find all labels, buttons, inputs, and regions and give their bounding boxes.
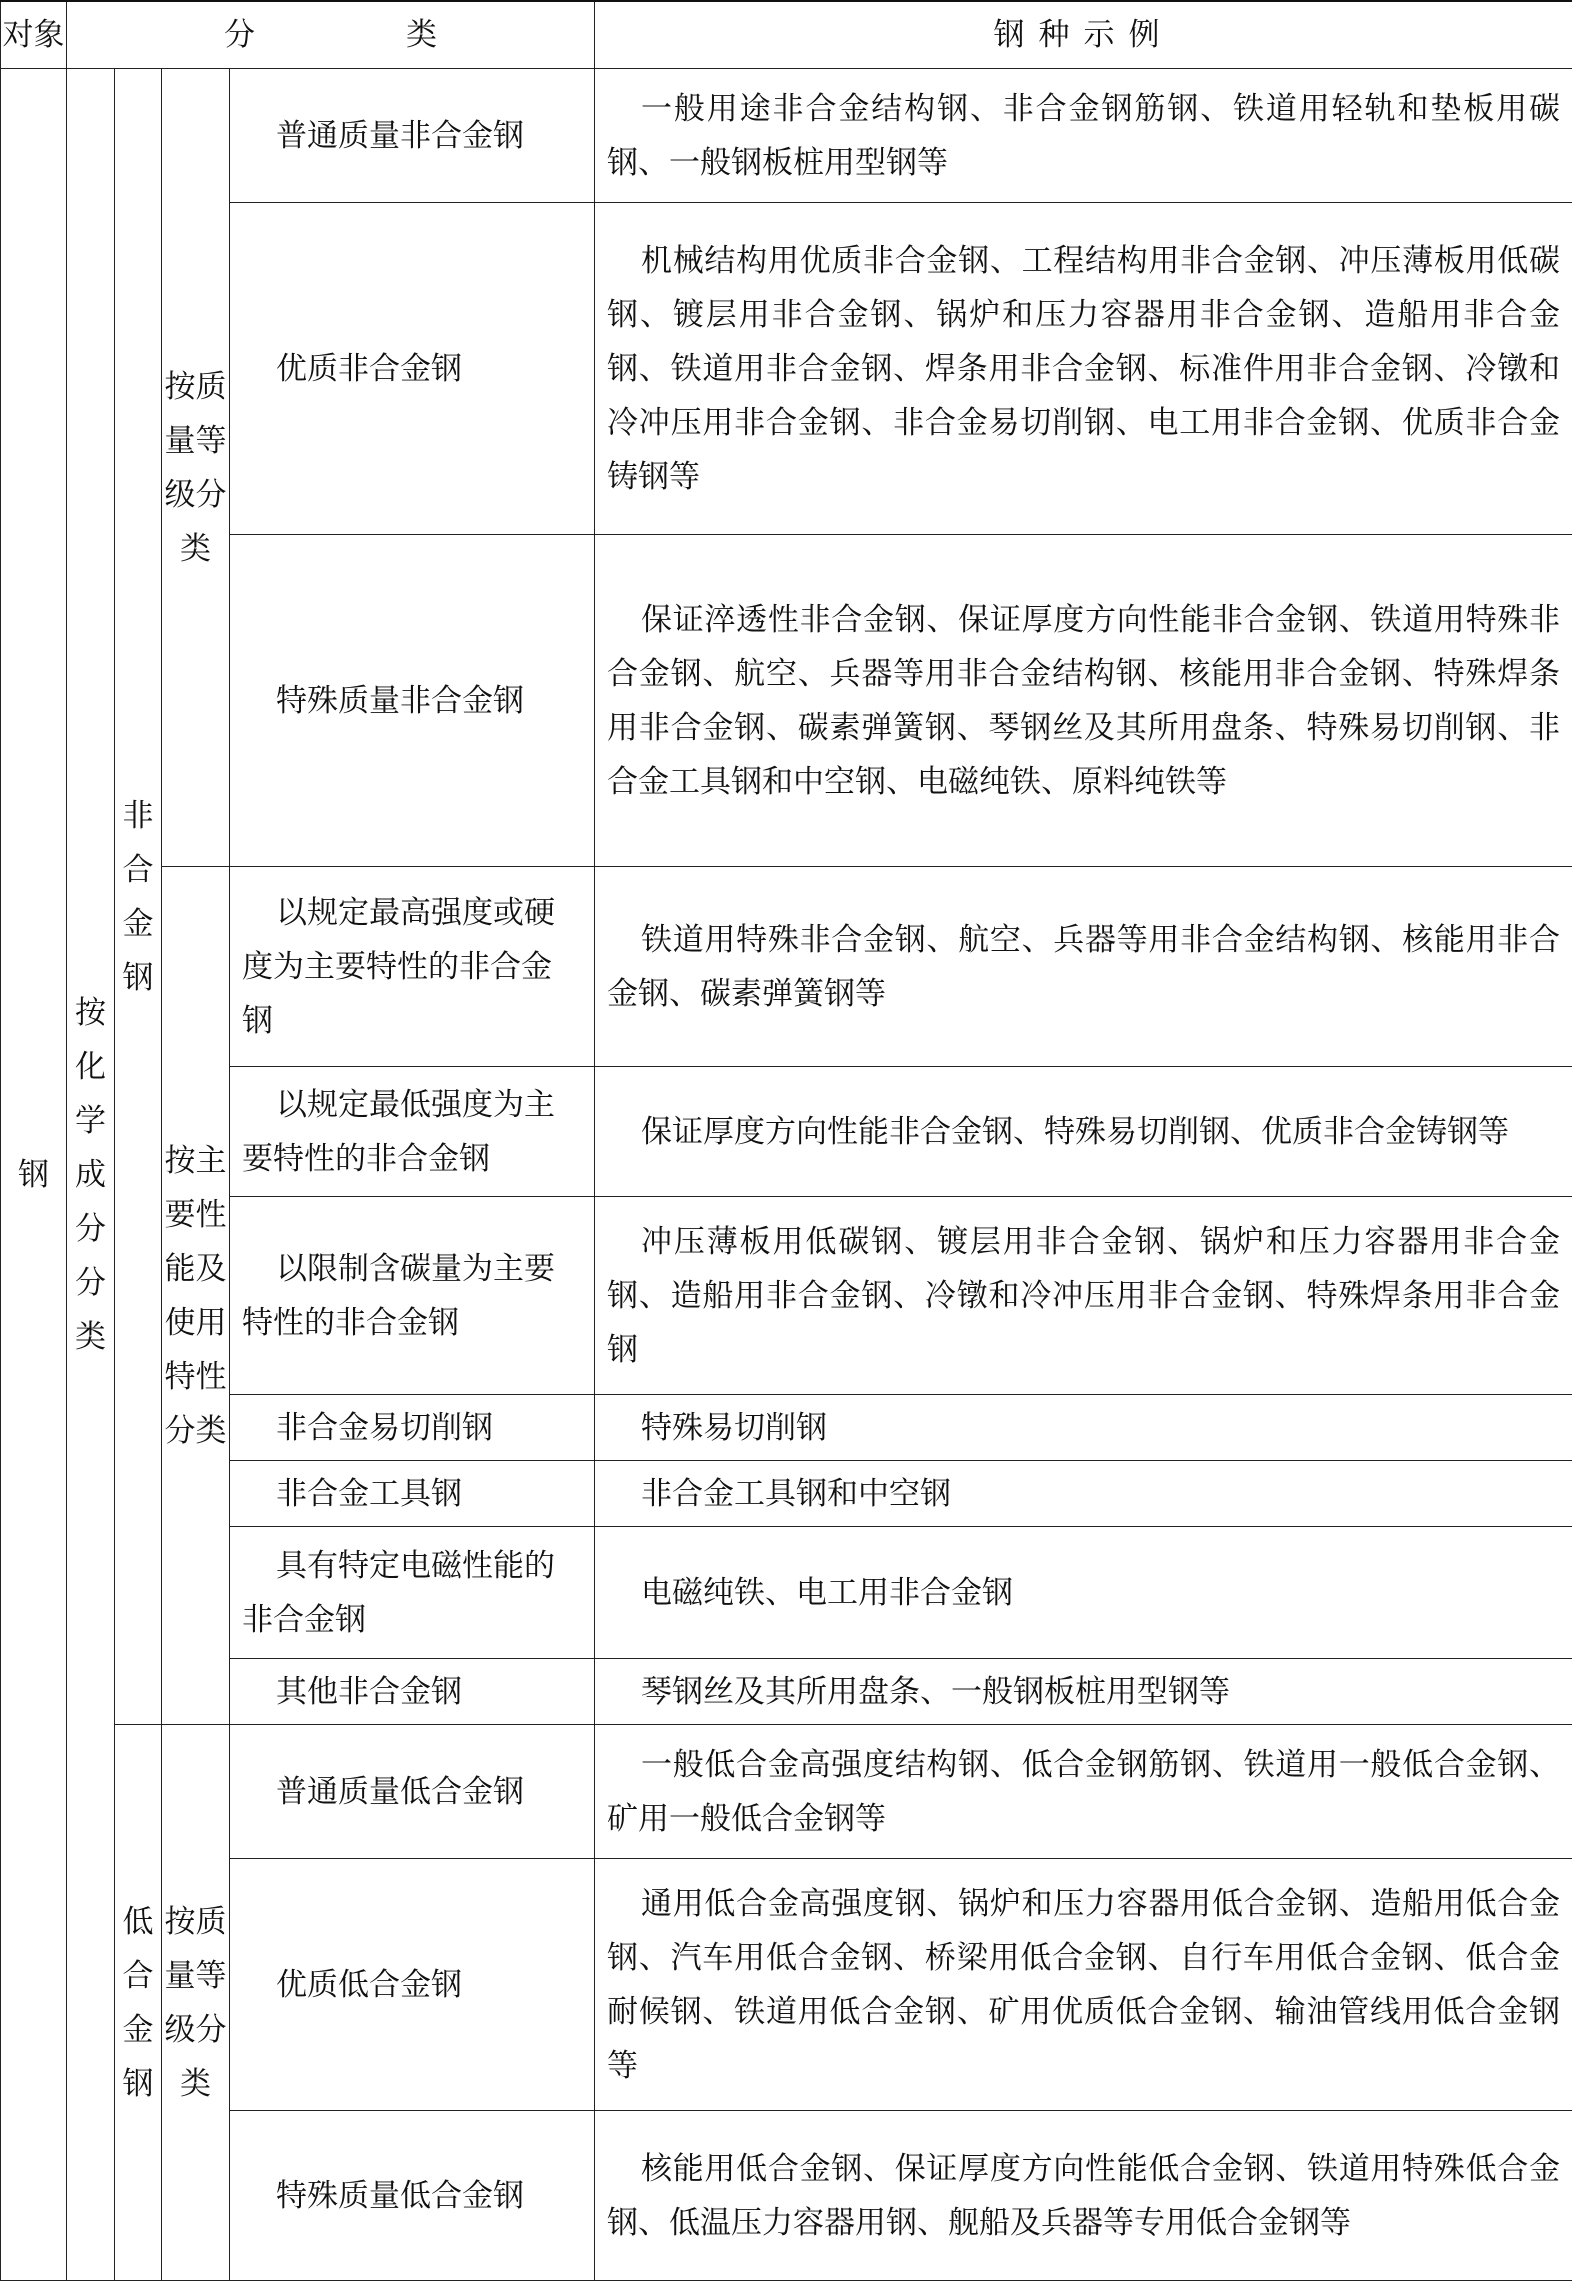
table-row [1,203,1572,535]
example-text: 保证淬透性非合金钢、保证厚度方向性能非合金钢、铁道用特殊非合金钢、航空、兵器等用非合金结构钢、核能用非合金钢、特殊焊条用非合金钢、碳素弹簧钢、琴钢丝及其所用盘条、特殊易切削钢、非合金工具钢和中空钢、电磁纯铁、原料纯铁等 [607,593,1560,809]
example-cell [595,1067,1572,1197]
example-cell [595,867,1572,1067]
category-text: 优质低合金钢 [242,1958,582,2012]
example-cell [595,1461,1572,1527]
example-text: 铁道用特殊非合金钢、航空、兵器等用非合金结构钢、核能用非合金钢、碳素弹簧钢等 [607,913,1560,1021]
method-cell [67,69,115,2281]
table-row [1,1527,1572,1659]
category-text: 以规定最高强度或硬度为主要特性的非合金钢 [242,886,582,1048]
table-row [1,535,1572,867]
category-text: 非合金易切削钢 [242,1401,582,1455]
header-examples [595,1,1572,69]
header-row [1,1,1572,69]
category-text: 普通质量非合金钢 [242,109,582,163]
table-row [1,69,1572,203]
example-text: 保证厚度方向性能非合金钢、特殊易切削钢、优质非合金铸钢等 [607,1105,1560,1159]
category-text: 普通质量低合金钢 [242,1765,582,1819]
example-cell [595,203,1572,535]
table-row [1,1859,1572,2111]
category-text: 非合金工具钢 [242,1467,582,1521]
example-cell [595,1527,1572,1659]
subgroup-label: 按质量等级分类 [163,1895,229,2111]
header-classification [67,1,595,69]
category-text: 特殊质量低合金钢 [242,2169,582,2223]
example-cell [595,1725,1572,1859]
category-text: 特殊质量非合金钢 [242,674,582,728]
example-text: 一般低合金高强度结构钢、低合金钢筋钢、铁道用一般低合金钢、矿用一般低合金钢等 [607,1738,1560,1846]
category-text: 以规定最低强度为主要特性的非合金钢 [242,1078,582,1186]
table-row [1,1659,1572,1725]
example-text: 非合金工具钢和中空钢 [607,1467,1560,1521]
category-cell [230,1395,595,1461]
example-cell [595,1659,1572,1725]
category-cell [230,1461,595,1527]
example-cell [595,2111,1572,2281]
example-text: 特殊易切削钢 [607,1401,1560,1455]
table-row [1,1725,1572,1859]
table-row [1,1197,1572,1395]
group-label: 非合金钢 [120,789,156,1005]
example-cell [595,1197,1572,1395]
example-text: 通用低合金高强度钢、锅炉和压力容器用低合金钢、造船用低合金钢、汽车用低合金钢、桥梁用低合金钢、自行车用低合金钢、低合金耐候钢、铁道用低合金钢、矿用优质低合金钢、输油管线用低合金钢等 [607,1877,1560,2093]
table-row [1,1067,1572,1197]
category-cell [230,2111,595,2281]
category-cell [230,1067,595,1197]
example-text: 机械结构用优质非合金钢、工程结构用非合金钢、冲压薄板用低碳钢、镀层用非合金钢、锅炉和压力容器用非合金钢、造船用非合金钢、铁道用非合金钢、焊条用非合金钢、标准件用非合金钢、冷镦和冷冲压用非合金钢、非合金易切削钢、电工用非合金钢、优质非合金铸钢等 [607,234,1560,504]
category-cell [230,1659,595,1725]
header-object: 对象 [1,1,67,69]
example-text: 核能用低合金钢、保证厚度方向性能低合金钢、铁道用特殊低合金钢、低温压力容器用钢、舰船及兵器等专用低合金钢等 [607,2142,1560,2250]
subgroup-label: 按质量等级分类 [163,360,229,576]
subgroup-label: 按主要性能及使用特性分类 [163,1134,229,1458]
table-row [1,1461,1572,1527]
object-label: 钢 [18,1148,49,1202]
category-cell [230,203,595,535]
group-cell-lowalloy [115,1725,162,2281]
table-row [1,867,1572,1067]
header-classification-text: 分 类 [164,17,497,53]
table-row [1,1395,1572,1461]
example-text: 电磁纯铁、电工用非合金钢 [607,1566,1560,1620]
category-cell [230,1859,595,2111]
subgroup-cell-quality-lowalloy [162,1725,230,2281]
subgroup-cell-property [162,867,230,1725]
example-cell [595,69,1572,203]
subgroup-cell-quality [162,69,230,867]
category-text: 具有特定电磁性能的非合金钢 [242,1539,582,1647]
group-cell-nonalloy [115,69,162,1725]
category-cell [230,867,595,1067]
example-cell [595,1859,1572,2111]
example-text: 琴钢丝及其所用盘条、一般钢板桩用型钢等 [607,1665,1560,1719]
category-cell [230,1725,595,1859]
category-cell [230,1197,595,1395]
category-text: 优质非合金钢 [242,342,582,396]
table-row [1,2111,1572,2281]
example-cell [595,1395,1572,1461]
object-cell [1,69,67,2281]
category-cell [230,1527,595,1659]
category-text: 其他非合金钢 [242,1665,582,1719]
example-cell [595,535,1572,867]
category-text: 以限制含碳量为主要特性的非合金钢 [242,1242,582,1350]
method-label: 按化学成分分类 [73,986,109,1364]
example-text: 一般用途非合金结构钢、非合金钢筋钢、铁道用轻轨和垫板用碳钢、一般钢板桩用型钢等 [607,82,1560,190]
header-examples-text: 钢种示例 [994,17,1174,53]
group-label: 低合金钢 [120,1895,156,2111]
category-cell [230,535,595,867]
category-cell [230,69,595,203]
example-text: 冲压薄板用低碳钢、镀层用非合金钢、锅炉和压力容器用非合金钢、造船用非合金钢、冷镦和冷冲压用非合金钢、特殊焊条用非合金钢 [607,1215,1560,1377]
